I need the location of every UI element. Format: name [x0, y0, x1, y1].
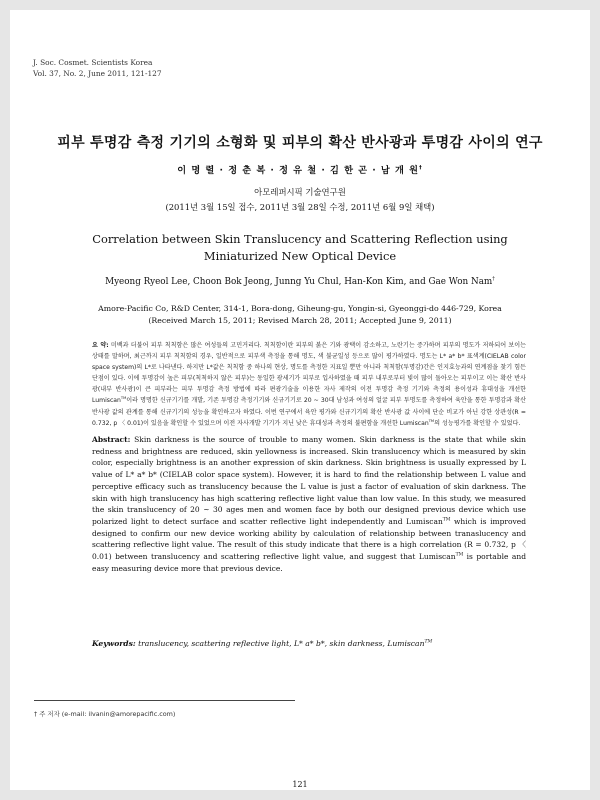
korean-dates: (2011년 3월 15일 접수, 2011년 3월 28일 수정, 2011년 6월 9일 채택): [165, 202, 435, 212]
korean-abstract-text-2: 이라 명명한 신규기기를 개발, 기존 투명감 측정기기와 신규기기로 20 ~ 30대 남성과 여성의 얼굴 피부 투명도를 측정하여 육안을 통한 투명감과 확산반사광 값의 관계를 통해 신규기기의 성능을 확인하고자 하였다. 이번 연구에서 육안 평가와 신규기기의 확산 반사광 값 사이에 단순 비교가 아닌 강한 상관성(R = 0.732, p 〈 0.01)이 있음을 확인할 수 있었으며 이전 자사개발 기기가 지닌 낮은 휴대성과 측정의 불편함을 개선한 Lumiscan: [92, 397, 526, 427]
english-abstract-text-1: Skin darkness is the source of trouble to many women. Skin darkness is the state that while skin redness and brightness are reduced, skin yellowness is increased. Skin translucency which is measured by skin color, especially brightness is an another expression of skin darkness. Skin brightness is usually expressed by L value of L* a* b* (CIELAB color space system). However, it is hard to find the relationship between L value and perceptive efficacy such as translucency because the L value is just a factor of evaluation of skin darkness. The skin with high translucency has high scattering reflective light value than low value. In this study, we measured the skin translucency of 20 ~ 30 ages men and women face by both our designed previous device which use polarized light to detect surface and scatter reflective light independently and Lumiscan: [92, 435, 526, 526]
english-authors: [10, 277, 590, 287]
trademark-mark: TM: [428, 418, 435, 423]
keywords-list: translucency, scattering reflective light, L* a* b*, skin darkness, Lumiscan: [138, 639, 425, 648]
journal-name: J. Soc. Cosmet. Scientists Korea: [33, 58, 153, 67]
korean-abstract-text-3: 의 성능평가를 확인할 수 있었다.: [434, 419, 521, 427]
korean-title: 피부 투명감 측정 기기의 소형화 및 피부의 확산 반사광과 투명감 사이의 연구: [57, 135, 543, 151]
paper-page: [10, 10, 590, 790]
corresponding-mark: †: [418, 164, 423, 171]
footnote: † 주 저자 (e-mail: ilvanin@amorepacific.com): [34, 710, 176, 718]
trademark-mark: TM: [455, 552, 464, 558]
journal-info: [33, 57, 162, 79]
english-title-line-1: Correlation between Skin Translucency and Scattering Reflection using: [92, 232, 508, 246]
english-title: [10, 231, 590, 265]
footnote-divider: [34, 700, 295, 701]
english-title-line-2: Miniaturized New Optical Device: [203, 249, 397, 263]
english-affiliation-block: [10, 303, 590, 327]
english-corresponding-mark: †: [492, 276, 495, 283]
korean-author-names: 이 명 렬 · 정 춘 복 · 정 유 철 · 김 한 곤 · 남 개 원: [177, 165, 419, 176]
trademark-mark: TM: [120, 396, 127, 401]
keywords: [92, 639, 526, 648]
keywords-label: Keywords:: [92, 639, 136, 648]
korean-authors: [10, 162, 590, 176]
korean-affiliation: 아모레퍼시픽 기술연구원: [254, 187, 346, 197]
korean-abstract-text-1: 미백과 더불어 피부 칙칙함은 많은 여성들의 고민거리다. 칙칙함이란 피부의 붉은 기와 광택이 감소하고, 노란기는 증가하며 피부의 명도가 저하되어 보이는 상태를 말하며, 최근까지 피부 칙칙함의 경우, 일반적으로 피부색 측정을 통해 명도, 색 불균일성 등으로 많이 평가하였다. 명도는 L* a* b* 표색계(CIELAB color space system)의 L*로 나타낸다. 하지만 L*값은 칙칙함 중 하나의 현상, 명도를 측정한 지표일 뿐만 아니라 칙칙함(투명감)간은 인지효능과의 연계점을 찾기 힘든 단점이 있다. 이에 투명감이 높은 피부(칙칙하지 않은 피부)는 동일한 광세기가 피부로 입사하였을 때 피부 내부로부터 빛이 많이 돌아오는 피부이고 이는 확산 반사광(내부 반사광)이 큰 피부라는 피부 투명감 측정 방법에 따라 편광기술을 이용한 자사 제작의 이전 투명감 측정 기기와 측정의 용이성과 휴대성을 개선한 Lumiscan: [92, 342, 526, 405]
english-abstract: [92, 434, 526, 574]
trademark-mark: TM: [424, 639, 433, 645]
english-affiliation: Amore-Pacific Co, R&D Center, 314-1, Bora-dong, Giheung-gu, Yongin-si, Gyeonggi-do 446-729, Korea: [98, 304, 502, 313]
journal-volume: Vol. 37, No. 2, June 2011, 121-127: [33, 69, 162, 78]
english-abstract-label: Abstract:: [92, 435, 131, 444]
english-abstract-text-3: is portable and easy measuring device more that previous device.: [92, 552, 526, 573]
english-author-names: Myeong Ryeol Lee, Choon Bok Jeong, Junng Yu Chul, Han-Kon Kim, and Gae Won Nam: [105, 277, 493, 287]
korean-abstract-label: 요 약:: [92, 342, 109, 349]
english-abstract-text-2: which is improved designed to confirm our new device working ability by calculation of relationship between tranaslucency and scattering reflective light value. The result of this study indicate that there is a high correlation (R = 0.732, p 〈 0.01) between translucency and scattering reflective light value, and suggest that Lumiscan: [92, 516, 526, 562]
page-number: 121: [292, 780, 308, 789]
english-dates: (Received March 15, 2011; Revised March 28, 2011; Accepted June 9, 2011): [148, 316, 452, 325]
trademark-mark: TM: [442, 517, 451, 523]
korean-abstract: [92, 340, 526, 429]
